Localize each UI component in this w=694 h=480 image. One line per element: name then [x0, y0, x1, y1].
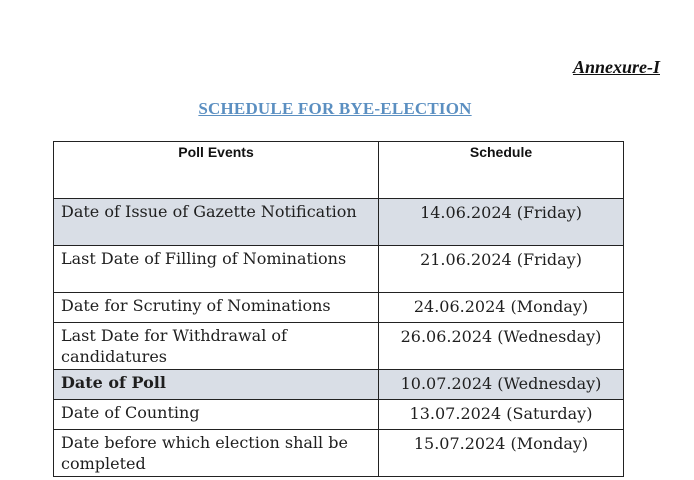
event-cell: Date of Issue of Gazette Notification — [54, 199, 379, 246]
table-row — [54, 246, 624, 293]
schedule-cell: 15.07.2024 (Monday) — [379, 430, 624, 477]
schedule-table — [53, 141, 624, 477]
table-row — [54, 293, 624, 323]
event-cell: Date before which election shall be completed — [54, 430, 379, 477]
header-schedule: Schedule — [379, 142, 624, 199]
event-cell: Date for Scrutiny of Nominations — [54, 293, 379, 323]
schedule-cell: 24.06.2024 (Monday) — [379, 293, 624, 323]
schedule-cell: 10.07.2024 (Wednesday) — [379, 370, 624, 400]
table-row — [54, 430, 624, 477]
table-row-poll-date — [54, 370, 624, 400]
event-cell: Last Date for Withdrawal of candidatures — [54, 323, 379, 370]
document-title: SCHEDULE FOR BYE-ELECTION — [198, 99, 472, 118]
annexure-label: Annexure-I — [572, 57, 660, 77]
table-row — [54, 400, 624, 430]
header-poll-events: Poll Events — [54, 142, 379, 199]
event-cell: Date of Poll — [54, 370, 379, 400]
event-cell: Last Date of Filling of Nominations — [54, 246, 379, 293]
table-row — [54, 323, 624, 370]
schedule-cell: 26.06.2024 (Wednesday) — [379, 323, 624, 370]
table-row — [54, 199, 624, 246]
schedule-cell: 21.06.2024 (Friday) — [379, 246, 624, 293]
event-cell: Date of Counting — [54, 400, 379, 430]
schedule-cell: 14.06.2024 (Friday) — [379, 199, 624, 246]
table-header-row — [54, 142, 624, 199]
schedule-cell: 13.07.2024 (Saturday) — [379, 400, 624, 430]
